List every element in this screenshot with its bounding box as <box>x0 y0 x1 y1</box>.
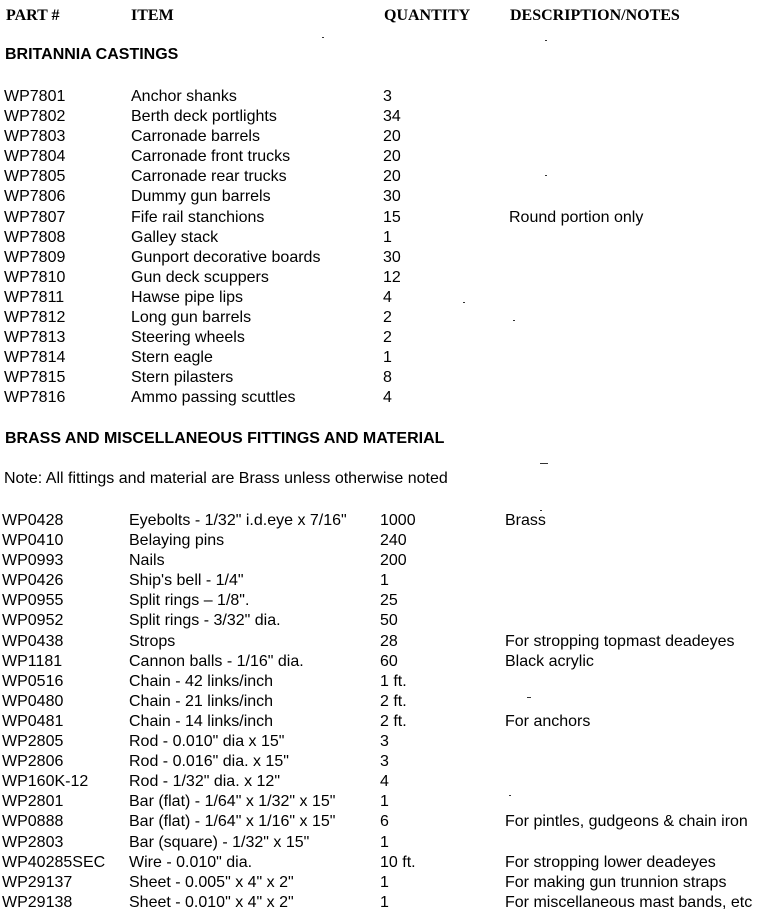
table-row <box>0 512 768 532</box>
table-row <box>0 733 768 753</box>
fittings-table <box>0 512 768 914</box>
item-cell: Berth deck portlights <box>131 108 277 126</box>
part-number-cell: WP7801 <box>4 88 66 105</box>
quantity-cell: 200 <box>380 552 407 570</box>
part-number-cell: WP7816 <box>4 389 66 407</box>
item-cell: Bar (square) - 1/32" x 15" <box>129 833 310 851</box>
quantity-cell: 1000 <box>380 512 416 529</box>
quantity-cell: 4 <box>383 288 392 306</box>
item-cell: Wire - 0.010" dia. <box>129 853 253 871</box>
part-number-cell: WP7807 <box>4 208 66 226</box>
item-cell: Anchor shanks <box>131 88 237 105</box>
item-cell: Bar (flat) - 1/64" x 1/16" x 15" <box>129 813 336 831</box>
item-cell: Sheet - 0.005" x 4" x 2" <box>129 873 294 891</box>
item-cell: Rod - 1/32" dia. x 12" <box>129 773 280 791</box>
quantity-cell: 25 <box>380 592 398 610</box>
scan-speck <box>513 320 515 321</box>
part-number-cell: WP7803 <box>4 128 66 146</box>
part-number-cell: WP7808 <box>4 228 66 246</box>
table-row <box>0 532 768 552</box>
item-cell: Long gun barrels <box>131 309 252 327</box>
part-number-cell: WP0516 <box>2 672 64 690</box>
part-number-cell: WP7815 <box>4 369 66 387</box>
item-cell: Rod - 0.016" dia. x 15" <box>129 753 289 771</box>
quantity-cell: 2 ft. <box>380 692 407 710</box>
table-row <box>0 389 768 409</box>
quantity-cell: 1 <box>383 228 392 246</box>
table-row <box>0 874 768 894</box>
item-cell: Galley stack <box>131 228 219 246</box>
quantity-cell: 2 ft. <box>380 712 407 730</box>
item-cell: Strops <box>129 632 176 650</box>
quantity-cell: 20 <box>383 148 401 166</box>
table-row <box>0 369 768 389</box>
item-cell: Cannon balls - 1/16" dia. <box>129 652 304 670</box>
section-title-britannia-castings: BRITANNIA CASTINGS <box>5 46 179 63</box>
quantity-cell: 60 <box>380 652 398 670</box>
quantity-cell: 2 <box>383 309 392 327</box>
part-number-cell: WP7804 <box>4 148 66 166</box>
part-number-cell: WP2803 <box>2 833 64 851</box>
quantity-cell: 1 <box>380 833 389 851</box>
item-cell: Carronade front trucks <box>131 148 291 166</box>
table-row <box>0 854 768 874</box>
table-row <box>0 552 768 572</box>
item-cell: Chain - 14 links/inch <box>129 712 274 730</box>
item-cell: Dummy gun barrels <box>131 188 271 206</box>
table-row <box>0 713 768 733</box>
part-number-cell: WP1181 <box>2 652 63 670</box>
table-row <box>0 793 768 813</box>
quantity-cell: 8 <box>383 369 392 387</box>
item-cell: Carronade barrels <box>131 128 260 146</box>
notes-cell: For miscellaneous mast bands, etc <box>505 893 753 911</box>
part-number-cell: WP0428 <box>2 512 64 529</box>
part-number-cell: WP29138 <box>2 893 73 911</box>
part-number-cell: WP7814 <box>4 349 66 367</box>
part-number-cell: WP0426 <box>2 572 64 590</box>
header-part-number: PART # <box>6 7 60 24</box>
quantity-cell: 4 <box>383 389 392 407</box>
table-row <box>0 633 768 653</box>
part-number-cell: WP7802 <box>4 108 66 126</box>
quantity-cell: 30 <box>383 188 401 206</box>
item-cell: Ammo passing scuttles <box>131 389 296 407</box>
item-cell: Chain - 42 links/inch <box>129 672 274 690</box>
item-cell: Nails <box>129 552 165 570</box>
table-row <box>0 309 768 329</box>
table-row <box>0 188 768 208</box>
header-description-notes: DESCRIPTION/NOTES <box>510 7 680 24</box>
part-number-cell: WP0438 <box>2 632 64 650</box>
part-number-cell: WP7812 <box>4 309 66 327</box>
part-number-cell: WP0955 <box>2 592 64 610</box>
item-cell: Rod - 0.010" dia x 15" <box>129 733 285 751</box>
notes-cell: Brass <box>505 512 546 529</box>
quantity-cell: 3 <box>380 753 389 771</box>
quantity-cell: 4 <box>380 773 389 791</box>
quantity-cell: 1 <box>380 572 389 590</box>
quantity-cell: 15 <box>383 208 401 226</box>
scan-speck <box>545 175 547 176</box>
notes-cell: For making gun trunnion straps <box>505 873 727 891</box>
scan-speck <box>540 463 548 464</box>
item-cell: Split rings - 3/32" dia. <box>129 612 281 630</box>
part-number-cell: WP160K-12 <box>2 773 89 791</box>
quantity-cell: 30 <box>383 248 401 266</box>
notes-cell: For pintles, gudgeons & chain iron <box>505 813 748 831</box>
quantity-cell: 1 <box>380 793 389 811</box>
table-row <box>0 88 768 108</box>
table-row <box>0 592 768 612</box>
notes-cell: For anchors <box>505 712 591 730</box>
item-cell: Belaying pins <box>129 532 225 550</box>
table-row <box>0 168 768 188</box>
table-row <box>0 128 768 148</box>
notes-cell: Round portion only <box>509 208 644 226</box>
quantity-cell: 12 <box>383 268 401 286</box>
scan-speck <box>322 37 324 38</box>
header-item: ITEM <box>131 7 174 24</box>
part-number-cell: WP0480 <box>2 692 64 710</box>
table-row <box>0 834 768 854</box>
notes-cell: For stropping lower deadeyes <box>505 853 716 871</box>
header-quantity: QUANTITY <box>384 7 471 24</box>
part-number-cell: WP7805 <box>4 168 66 186</box>
item-cell: Gunport decorative boards <box>131 248 321 266</box>
table-row <box>0 813 768 833</box>
quantity-cell: 6 <box>380 813 389 831</box>
part-number-cell: WP0993 <box>2 552 64 570</box>
scan-speck <box>545 40 547 41</box>
quantity-cell: 10 ft. <box>380 853 416 871</box>
table-row <box>0 653 768 673</box>
table-row <box>0 289 768 309</box>
scan-speck <box>527 697 531 698</box>
part-number-cell: WP2805 <box>2 733 64 751</box>
part-number-cell: WP0952 <box>2 612 64 630</box>
table-row <box>0 673 768 693</box>
castings-table <box>0 88 768 410</box>
table-row <box>0 773 768 793</box>
notes-cell: Black acrylic <box>505 652 594 670</box>
part-number-cell: WP2801 <box>2 793 64 811</box>
item-cell: Sheet - 0.010" x 4" x 2" <box>129 893 294 911</box>
part-number-cell: WP7810 <box>4 268 66 286</box>
quantity-cell: 20 <box>383 128 401 146</box>
table-row <box>0 894 768 914</box>
quantity-cell: 1 <box>380 873 389 891</box>
item-cell: Stern eagle <box>131 349 213 367</box>
item-cell: Bar (flat) - 1/64" x 1/32" x 15" <box>129 793 336 811</box>
quantity-cell: 34 <box>383 108 401 126</box>
table-row <box>0 693 768 713</box>
quantity-cell: 1 ft. <box>380 672 407 690</box>
quantity-cell: 28 <box>380 632 398 650</box>
table-row <box>0 329 768 349</box>
table-row <box>0 148 768 168</box>
item-cell: Carronade rear trucks <box>131 168 287 186</box>
table-row <box>0 572 768 592</box>
table-row <box>0 349 768 369</box>
section-title-brass-fittings: BRASS AND MISCELLANEOUS FITTINGS AND MATERIAL <box>5 430 445 447</box>
quantity-cell: 3 <box>380 733 389 751</box>
scan-speck <box>540 510 542 511</box>
item-cell: Ship's bell - 1/4" <box>129 572 244 590</box>
quantity-cell: 1 <box>383 349 392 367</box>
part-number-cell: WP2806 <box>2 753 64 771</box>
part-number-cell: WP40285SEC <box>2 853 106 871</box>
part-number-cell: WP7806 <box>4 188 66 206</box>
quantity-cell: 1 <box>380 893 389 911</box>
part-number-cell: WP29137 <box>2 873 73 891</box>
item-cell: Fife rail stanchions <box>131 208 265 226</box>
notes-cell: For stropping topmast deadeyes <box>505 632 735 650</box>
part-number-cell: WP0410 <box>2 532 64 550</box>
item-cell: Eyebolts - 1/32" i.d.eye x 7/16" <box>129 512 347 529</box>
part-number-cell: WP7809 <box>4 248 66 266</box>
quantity-cell: 2 <box>383 329 392 347</box>
table-row <box>0 249 768 269</box>
part-number-cell: WP0481 <box>2 712 64 730</box>
table-row <box>0 108 768 128</box>
item-cell: Stern pilasters <box>131 369 234 387</box>
item-cell: Steering wheels <box>131 329 245 347</box>
fittings-note: Note: All fittings and material are Brass unless otherwise noted <box>4 470 448 487</box>
part-number-cell: WP0888 <box>2 813 64 831</box>
quantity-cell: 240 <box>380 532 407 550</box>
table-row <box>0 209 768 229</box>
table-row <box>0 269 768 289</box>
scan-speck <box>463 302 465 303</box>
quantity-cell: 3 <box>383 88 392 105</box>
table-row <box>0 612 768 632</box>
item-cell: Split rings – 1/8". <box>129 592 250 610</box>
part-number-cell: WP7811 <box>4 288 65 306</box>
scan-speck <box>509 795 511 796</box>
item-cell: Gun deck scuppers <box>131 268 269 286</box>
part-number-cell: WP7813 <box>4 329 66 347</box>
quantity-cell: 20 <box>383 168 401 186</box>
item-cell: Chain - 21 links/inch <box>129 692 274 710</box>
quantity-cell: 50 <box>380 612 398 630</box>
item-cell: Hawse pipe lips <box>131 288 244 306</box>
table-row <box>0 753 768 773</box>
table-row <box>0 229 768 249</box>
